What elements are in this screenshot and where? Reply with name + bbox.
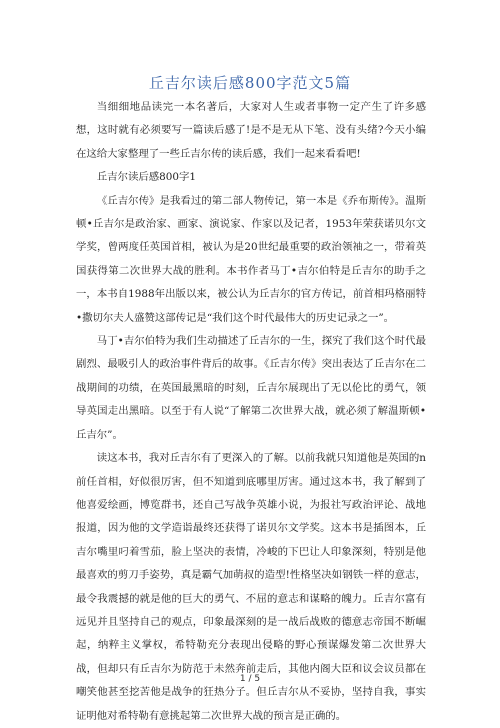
document-body [76, 96, 426, 728]
page-number: 1 / 5 [239, 674, 261, 684]
body-paragraph: 马丁•吉尔伯特为我们生动描述了丘吉尔的一生，探究了我们这个时代最剧烈、最吸引人的政治事件背后的故事。《丘吉尔传》突出表达了丘吉尔在二战期间的功绩，在英国最黑暗的时刻，丘吉尔展现出了无以伦比的勇气，领导英国走出黑暗。以至于有人说“了解第二次世界大战，就必须了解温斯顿•丘吉尔”。 [76, 335, 426, 441]
intro-paragraph: 当细细地品读完一本名著后，大家对人生或者事物一定产生了许多感想，这时就有必须要写一篇读后感了!是不是无从下笔、没有头绪?今天小编在这给大家整理了一些丘吉尔传的读后感，我们一起来看看吧! [76, 101, 426, 160]
document-title: 丘吉尔读后感800字范文5篇 [148, 74, 352, 92]
body-paragraph: 读这本书，我对丘吉尔有了更深入的了解。以前我就只知道他是英国的n前任首相，好似很厉害，但不知道到底哪里厉害。通过这本书，我了解到了他喜爱绘画，博览群书，还自己写战争英雄小说，为报社写政治评论、战地报道，因为他的文学造诣最终还获得了诺贝尔文学奖。这本书是插图本，丘吉尔嘴里叼着雪茄，脸上坚决的表情，冷峻的下巴让人印象深刻，特别是他最喜欢的剪刀手姿势，真是霸气加萌叔的造型!性格坚决如钢铁一样的意志，最令我震撼的就是他的巨大的勇气、不屈的意志和谋略的魄力。丘吉尔富有远见并且坚持自己的观点，印象最深刻的是一战后战败的德意志帝国不断崛起，纳粹主义掌权，希特勒充分表现出侵略的野心预谋爆发第二次世界大战，但却只有丘吉尔为防范于未然奔前走后，其他内阁大臣和议会议员都在嘲笑他甚至挖苦他是战争的狂热分子。但丘吉尔从不妥协，坚持自我，事实证明他对希特勒有意挑起第二次世界大战的预言是正确的。 [76, 452, 426, 722]
body-paragraph: 《丘吉尔传》是我看过的第二部人物传记，第一本是《乔布斯传》。温斯顿•丘吉尔是政治家、画家、演说家、作家以及记者，1953年荣获诺贝尔文学奖，曾两度任英国首相，被认为是20世纪最重要的政治领袖之一，带着英国获得第二次世界大战的胜利。本书作者马丁•吉尔伯特是丘吉尔的助手之一，本书自1988年出版以来，被公认为丘吉尔的官方传记，前首相玛格丽特•撒切尔夫人盛赞这部传记是“我们这个时代最伟大的历史记录之一”。 [76, 194, 426, 324]
section-heading: 丘吉尔读后感800字1 [96, 171, 196, 184]
